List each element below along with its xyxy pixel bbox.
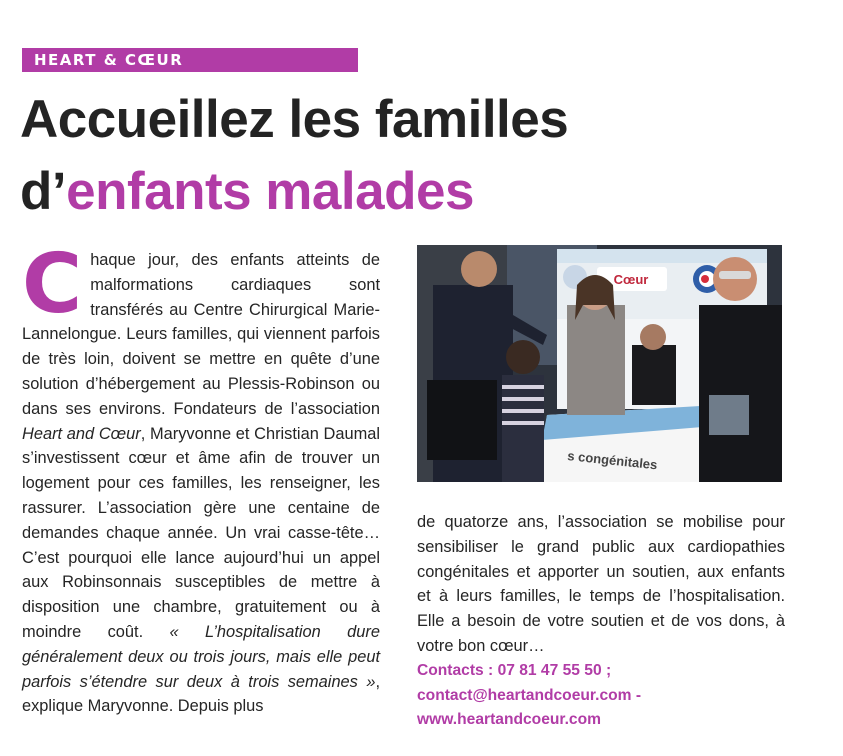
man-right-jeans-hint: [709, 395, 749, 435]
event-photo-illustration: [417, 245, 782, 482]
girl-stripe-4: [502, 421, 544, 425]
man-left-head: [461, 251, 497, 287]
article-column-left: [22, 237, 380, 719]
girl-stripe-1: [502, 385, 544, 389]
article-column-right: [417, 510, 785, 733]
headline-line-2-accent: enfants malades: [66, 162, 474, 221]
contacts-website: www.heartandcoeur.com: [417, 711, 601, 729]
contacts-phone: Contacts : 07 81 47 55 50 ;: [417, 661, 612, 679]
seated-child-head: [640, 324, 666, 350]
girl-head: [506, 340, 540, 374]
article-paragraph-right: de quatorze ans, l’association se mobilise pour sensibiliser le grand public aux cardiopathies congénitales et apporter un soutien, aux enfants et à leurs familles, le temps de l’hospitalisation. Elle a besoin de votre soutien et de vos dons, à votre bon cœur…: [417, 513, 785, 655]
left-text-1: haque jour, des enfants atteints de malformations cardiaques sont transférés au Centre Chirurgical Marie-Lannelongue. Leurs familles, qui viennent parfois de très loin, doivent se mettre en quête d’une solution d’hébergement au Plessis-Robinson ou dans ses environs. Fondateurs de l’association: [22, 251, 380, 418]
heart-icon: [701, 275, 709, 283]
event-photo: [417, 245, 782, 482]
table-text: s congénitales: [566, 448, 659, 473]
drop-cap: C: [22, 237, 83, 332]
seated-child-body: [632, 345, 676, 405]
association-name: Heart and Cœur: [22, 424, 141, 443]
left-text-2: , Maryvonne et Christian Daumal s’investissent cœur et âme afin de trouver un logement pour ces familles, les renseigner, les rassurer. L’association gère une centaine de demandes chaque année. Un vrai casse-tête… C’est pourquoi elle lance aujourd’hui un appel aux Robinsonnais susceptibles de mettre à disposition une chambre, gratuitement ou à moindre coût.: [22, 424, 380, 641]
banner-text: Cœur: [613, 272, 649, 287]
man-right-glasses: [719, 271, 751, 279]
maryvonne-quote: « L’hospitalisation dure généralement deux ou trois jours, mais elle peut parfois s’étendre sur deux à trois semaines »: [22, 622, 380, 691]
girl-stripe-2: [502, 397, 544, 401]
headline-line-2-prefix: d’: [20, 162, 67, 221]
woman-body: [567, 305, 625, 415]
headline-line-1: Accueillez les familles: [20, 90, 569, 149]
man-right-body: [699, 305, 782, 482]
left-text-3: , explique Maryvonne. Depuis plus: [22, 672, 380, 716]
article-paragraph-left: [22, 237, 380, 719]
girl-stripe-3: [502, 409, 544, 413]
girl-body: [502, 375, 544, 482]
article-headline: [20, 84, 568, 228]
section-rubric: HEART & CŒUR: [22, 48, 358, 72]
man-left-bag: [427, 380, 497, 460]
contacts-email: contact@heartandcoeur.com -: [417, 686, 642, 704]
